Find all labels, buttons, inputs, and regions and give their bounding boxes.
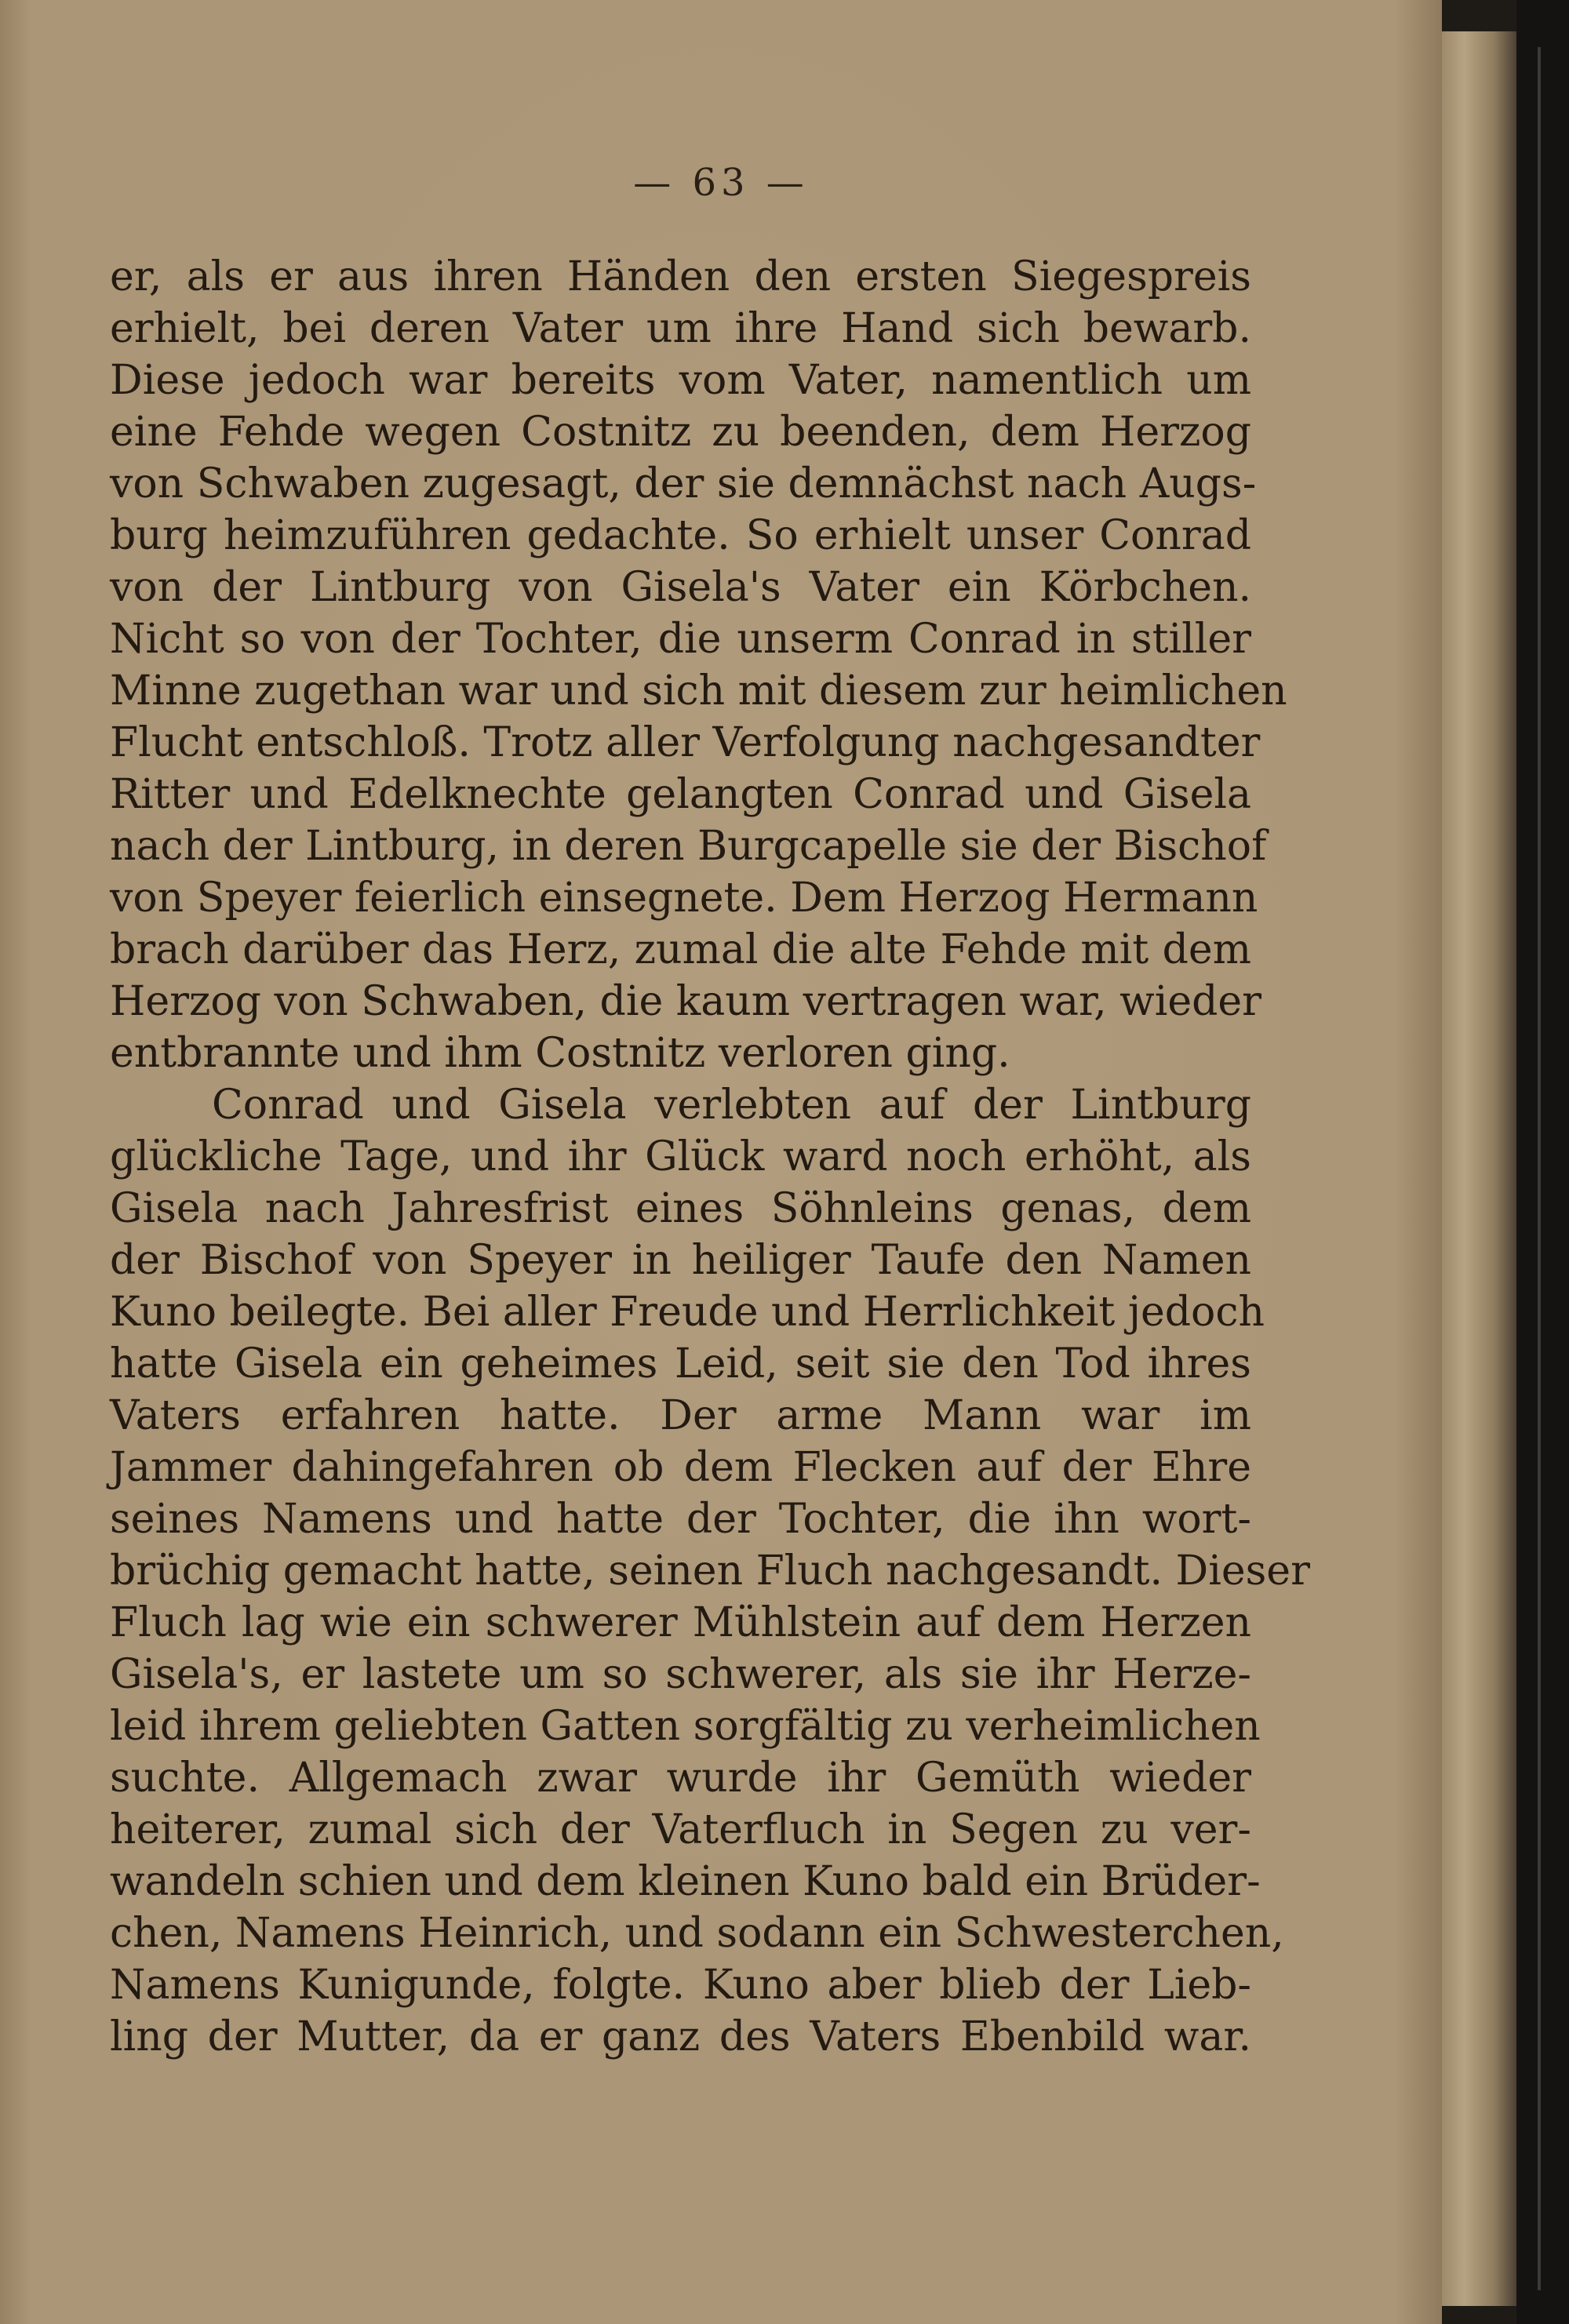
text-line: wandeln schien und dem kleinen Kuno bald ein Brüder-: [110, 1858, 1261, 1905]
text-line: Nicht so von der Tochter, die unserm Conrad in stiller: [110, 616, 1251, 663]
text-line: suchte. Allgemach zwar wurde ihr Gemüth wieder: [110, 1755, 1251, 1802]
text-line: Diese jedoch war bereits vom Vater, namentlich um: [110, 357, 1251, 404]
paragraph-1: [110, 251, 1287, 1079]
text-line: entbrannte und ihm Costnitz verloren ging.: [110, 1030, 1010, 1077]
text-line: leid ihrem geliebten Gatten sorgfältig zu verheimlichen: [110, 1703, 1261, 1750]
text-line: von Speyer feierlich einsegnete. Dem Herzog Hermann: [110, 875, 1258, 922]
text-line: glückliche Tage, und ihr Glück ward noch erhöht, als: [110, 1133, 1251, 1180]
text-line: der Bischof von Speyer in heiliger Taufe den Namen: [110, 1237, 1251, 1284]
text-line: von Schwaben zugesagt, der sie demnächst nach Augs-: [110, 460, 1257, 507]
text-line: Conrad und Gisela verlebten auf der Lintburg: [212, 1082, 1251, 1129]
body-text: [110, 251, 1310, 2063]
text-line: brüchig gemacht hatte, seinen Fluch nachgesandt. Dieser: [110, 1548, 1310, 1595]
text-line: Vaters erfahren hatte. Der arme Mann war im: [110, 1392, 1251, 1439]
text-line: Namens Kunigunde, folgte. Kuno aber blieb der Lieb-: [110, 1962, 1251, 2009]
text-line: Ritter und Edelknechte gelangten Conrad und Gisela: [110, 771, 1251, 818]
text-line: brach darüber das Herz, zumal die alte Fehde mit dem: [110, 926, 1251, 973]
page-stack-edge: [1442, 31, 1516, 2306]
text-line: Fluch lag wie ein schwerer Mühlstein auf dem Herzen: [110, 1599, 1251, 1646]
text-line: Minne zugethan war und sich mit diesem zur heimlichen: [110, 667, 1287, 715]
text-line: Kuno beilegte. Bei aller Freude und Herrlichkeit jedoch: [110, 1289, 1265, 1336]
text-line: Flucht entschloß. Trotz aller Verfolgung nachgesandter: [110, 719, 1261, 766]
text-line: Gisela's, er lastete um so schwerer, als sie ihr Herze-: [110, 1651, 1251, 1698]
binding-shadow: [1538, 47, 1541, 2290]
paragraph-2: [110, 1079, 1310, 2063]
page-number: — 63 —: [633, 161, 809, 205]
text-line: erhielt, bei deren Vater um ihre Hand sich bewarb.: [110, 305, 1251, 352]
book-binding: [1516, 0, 1569, 2324]
text-line: heiterer, zumal sich der Vaterfluch in Segen zu ver-: [110, 1806, 1251, 1853]
text-line: nach der Lintburg, in deren Burgcapelle sie der Bischof: [110, 823, 1267, 870]
text-line: er, als er aus ihren Händen den ersten Siegespreis: [110, 253, 1251, 300]
text-line: hatte Gisela ein geheimes Leid, seit sie den Tod ihres: [110, 1340, 1251, 1387]
text-line: chen, Namens Heinrich, und sodann ein Schwesterchen,: [110, 1910, 1284, 1957]
text-line: eine Fehde wegen Costnitz zu beenden, dem Herzog: [110, 409, 1251, 456]
text-line: ling der Mutter, da er ganz des Vaters Ebenbild war.: [110, 2013, 1251, 2060]
text-line: seines Namens und hatte der Tochter, die ihn wort-: [110, 1496, 1251, 1543]
text-line: Jammer dahingefahren ob dem Flecken auf der Ehre: [110, 1444, 1251, 1491]
text-line: von der Lintburg von Gisela's Vater ein Körbchen.: [110, 564, 1251, 611]
text-line: Herzog von Schwaben, die kaum vertragen war, wieder: [110, 978, 1262, 1025]
text-line: Gisela nach Jahresfrist eines Söhnleins genas, dem: [110, 1185, 1251, 1232]
text-line: burg heimzuführen gedachte. So erhielt unser Conrad: [110, 512, 1251, 559]
